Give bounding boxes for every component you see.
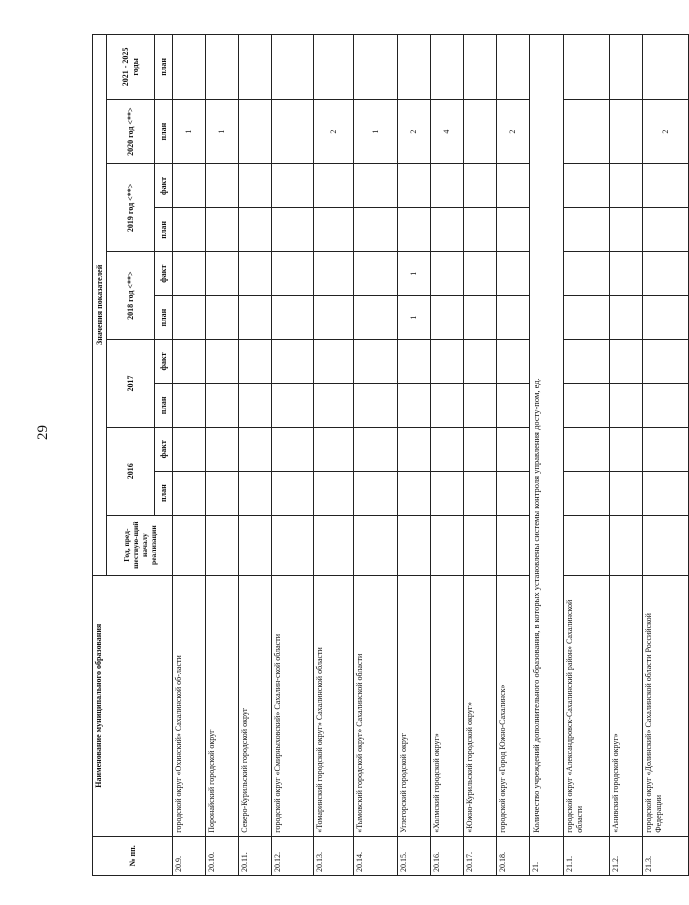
row-value-cell xyxy=(564,427,610,471)
row-value-cell xyxy=(610,99,643,164)
row-value-cell xyxy=(564,99,610,164)
row-municipality: городской округ «Охинский» Сахалинской об-ласти xyxy=(173,575,206,836)
row-value-cell xyxy=(173,208,206,252)
row-number: 20.14. xyxy=(354,836,398,875)
row-value-cell xyxy=(206,35,239,100)
row-year-prev-value xyxy=(239,515,272,575)
table-row xyxy=(431,35,464,876)
row-year-prev-value xyxy=(431,515,464,575)
indicator-table xyxy=(92,34,689,876)
row-value-cell xyxy=(464,208,497,252)
row-value-cell xyxy=(239,340,272,384)
header-fact: факт xyxy=(155,427,173,471)
header-plan: план xyxy=(155,471,173,515)
row-value-cell xyxy=(497,208,530,252)
indicator-table-sheet xyxy=(92,34,670,876)
table-row xyxy=(643,35,689,876)
header-plan: план xyxy=(155,383,173,427)
row-value-cell xyxy=(431,340,464,384)
row-municipality: «Южно-Курильский городской округ» xyxy=(464,575,497,836)
row-value-cell xyxy=(643,208,689,252)
row-value-cell xyxy=(497,340,530,384)
table-row xyxy=(464,35,497,876)
row-value-cell xyxy=(314,208,354,252)
row-value-cell xyxy=(173,296,206,340)
row-value-cell xyxy=(272,164,314,208)
row-value-cell xyxy=(610,164,643,208)
row-municipality: «Холмский городской округ» xyxy=(431,575,464,836)
row-value-cell xyxy=(610,208,643,252)
row-number: 20.13. xyxy=(314,836,354,875)
row-value-cell xyxy=(272,340,314,384)
table-row xyxy=(398,35,431,876)
header-values: Значения показателей xyxy=(93,35,107,576)
row-value-cell xyxy=(431,471,464,515)
row-value-cell xyxy=(239,471,272,515)
table-row xyxy=(314,35,354,876)
row-value-cell xyxy=(431,427,464,471)
row-year-prev-value xyxy=(643,515,689,575)
row-value-cell xyxy=(239,427,272,471)
table-row xyxy=(564,35,610,876)
row-value-cell xyxy=(272,208,314,252)
row-value-cell xyxy=(239,383,272,427)
row-number: 20.18. xyxy=(497,836,530,875)
row-value-cell xyxy=(464,164,497,208)
row-value-cell xyxy=(564,383,610,427)
row-municipality: Углегорский городской округ xyxy=(398,575,431,836)
row-year-prev-value xyxy=(354,515,398,575)
row-municipality: городской округ «Долинский» Сахалинской области Российской Федерации xyxy=(643,575,689,836)
row-value-cell xyxy=(464,35,497,100)
row-year-prev-value xyxy=(314,515,354,575)
row-value-cell: 1 xyxy=(173,99,206,164)
row-value-cell xyxy=(206,164,239,208)
row-municipality: «Анивский городской округ» xyxy=(610,575,643,836)
row-value-cell xyxy=(564,340,610,384)
row-number: 20.16. xyxy=(431,836,464,875)
row-value-cell xyxy=(464,99,497,164)
row-year-prev-value xyxy=(610,515,643,575)
header-year-prev: Год, пред-шествую-щий началу реализации xyxy=(107,515,173,575)
row-number: 21.2. xyxy=(610,836,643,875)
row-number: 20.17. xyxy=(464,836,497,875)
row-value-cell xyxy=(173,383,206,427)
row-number: 20.10. xyxy=(206,836,239,875)
row-value-cell xyxy=(239,164,272,208)
row-value-cell xyxy=(354,252,398,296)
table-header xyxy=(93,35,173,876)
row-value-cell xyxy=(643,340,689,384)
row-municipality: городской округ «Александровск-Сахалинский район» Сахалинской области xyxy=(564,575,610,836)
row-municipality: Северо-Курильский городской округ xyxy=(239,575,272,836)
row-value-cell xyxy=(643,427,689,471)
row-year-prev-value xyxy=(206,515,239,575)
table-row xyxy=(173,35,206,876)
row-value-cell xyxy=(398,164,431,208)
row-value-cell xyxy=(354,383,398,427)
header-year-2020: 2020 год <**> xyxy=(107,99,155,164)
table-row xyxy=(206,35,239,876)
row-value-cell xyxy=(173,35,206,100)
row-value-cell xyxy=(239,35,272,100)
row-value-cell xyxy=(239,296,272,340)
row-value-cell xyxy=(206,208,239,252)
row-year-prev-value xyxy=(564,515,610,575)
row-value-cell xyxy=(497,296,530,340)
row-value-cell xyxy=(314,296,354,340)
row-municipality: Поронайский городской округ xyxy=(206,575,239,836)
row-value-cell xyxy=(564,35,610,100)
row-value-cell xyxy=(464,471,497,515)
section-title: Количество учреждений дополнительного образования, в которых установлены системы контроля управления досту-пом, ед. xyxy=(530,35,564,837)
header-year-2019: 2019 год <**> xyxy=(107,164,155,252)
row-value-cell: 1 xyxy=(398,252,431,296)
row-value-cell xyxy=(398,208,431,252)
row-value-cell xyxy=(431,208,464,252)
row-value-cell xyxy=(314,164,354,208)
row-value-cell xyxy=(314,471,354,515)
header-fact: факт xyxy=(155,340,173,384)
row-value-cell xyxy=(314,383,354,427)
row-value-cell xyxy=(610,35,643,100)
row-number: 21.3. xyxy=(643,836,689,875)
table-row xyxy=(239,35,272,876)
row-value-cell xyxy=(206,340,239,384)
row-value-cell xyxy=(398,383,431,427)
header-year-2016: 2016 xyxy=(107,427,155,515)
row-year-prev-value xyxy=(272,515,314,575)
row-value-cell xyxy=(314,35,354,100)
row-year-prev-value xyxy=(497,515,530,575)
row-value-cell xyxy=(272,296,314,340)
row-value-cell xyxy=(398,340,431,384)
row-value-cell xyxy=(610,252,643,296)
row-value-cell: 2 xyxy=(398,99,431,164)
row-value-cell xyxy=(431,383,464,427)
row-value-cell: 1 xyxy=(354,99,398,164)
row-value-cell xyxy=(464,427,497,471)
row-value-cell xyxy=(314,252,354,296)
row-value-cell xyxy=(272,35,314,100)
header-number: № пп. xyxy=(93,836,173,875)
header-plan: план xyxy=(155,99,173,164)
row-value-cell xyxy=(564,208,610,252)
row-value-cell xyxy=(354,35,398,100)
row-value-cell xyxy=(497,252,530,296)
page-number: 29 xyxy=(35,425,51,440)
table-body-section-21-header xyxy=(530,35,564,876)
row-value-cell xyxy=(610,383,643,427)
row-value-cell xyxy=(610,471,643,515)
row-value-cell xyxy=(354,427,398,471)
row-value-cell xyxy=(354,208,398,252)
row-value-cell xyxy=(497,35,530,100)
row-value-cell xyxy=(272,99,314,164)
row-value-cell xyxy=(643,296,689,340)
row-value-cell xyxy=(354,471,398,515)
row-value-cell xyxy=(431,252,464,296)
row-year-prev-value xyxy=(398,515,431,575)
row-value-cell xyxy=(239,208,272,252)
row-municipality: городской округ «Город Южно-Сахалинск» xyxy=(497,575,530,836)
row-value-cell xyxy=(206,471,239,515)
row-value-cell: 1 xyxy=(206,99,239,164)
header-plan: план xyxy=(155,35,173,100)
header-year-2021-2025: 2021 - 2025 годы xyxy=(107,35,155,100)
row-value-cell xyxy=(497,383,530,427)
row-value-cell xyxy=(643,383,689,427)
row-value-cell xyxy=(398,471,431,515)
row-number: 20.9. xyxy=(173,836,206,875)
header-year-2017: 2017 xyxy=(107,340,155,428)
row-value-cell xyxy=(464,383,497,427)
row-value-cell xyxy=(610,340,643,384)
row-value-cell xyxy=(173,164,206,208)
row-value-cell: 1 xyxy=(398,296,431,340)
row-value-cell: 2 xyxy=(643,99,689,164)
row-value-cell xyxy=(206,252,239,296)
header-year-2018: 2018 год <**> xyxy=(107,252,155,340)
row-value-cell xyxy=(564,296,610,340)
row-municipality: «Томаринский городской округ» Сахалинской области xyxy=(314,575,354,836)
row-value-cell xyxy=(398,35,431,100)
row-value-cell xyxy=(173,427,206,471)
row-value-cell xyxy=(272,383,314,427)
row-value-cell xyxy=(239,99,272,164)
row-municipality: «Тымовский городской округ» Сахалинской области xyxy=(354,575,398,836)
header-plan: план xyxy=(155,208,173,252)
row-value-cell xyxy=(239,252,272,296)
row-value-cell xyxy=(643,164,689,208)
row-value-cell xyxy=(206,427,239,471)
row-value-cell xyxy=(206,383,239,427)
row-value-cell xyxy=(354,340,398,384)
row-number: 20.11. xyxy=(239,836,272,875)
table-row xyxy=(354,35,398,876)
section-number: 21. xyxy=(530,836,564,875)
row-value-cell xyxy=(643,252,689,296)
row-value-cell xyxy=(173,340,206,384)
header-municipality: Наименование муниципального образования xyxy=(93,575,173,836)
row-value-cell xyxy=(173,471,206,515)
row-value-cell xyxy=(354,164,398,208)
row-year-prev-value xyxy=(173,515,206,575)
row-number: 21.1. xyxy=(564,836,610,875)
row-value-cell xyxy=(314,340,354,384)
row-value-cell xyxy=(314,427,354,471)
row-value-cell xyxy=(564,471,610,515)
table-row xyxy=(610,35,643,876)
row-value-cell xyxy=(431,296,464,340)
row-municipality: городской округ «Смирныховский» Сахалин-ской области xyxy=(272,575,314,836)
row-value-cell xyxy=(643,35,689,100)
row-number: 20.15. xyxy=(398,836,431,875)
row-value-cell xyxy=(464,296,497,340)
header-fact: факт xyxy=(155,252,173,296)
row-value-cell xyxy=(610,296,643,340)
header-fact: факт xyxy=(155,164,173,208)
row-value-cell: 2 xyxy=(314,99,354,164)
row-value-cell xyxy=(354,296,398,340)
table-row xyxy=(497,35,530,876)
row-value-cell xyxy=(206,296,239,340)
row-value-cell xyxy=(497,427,530,471)
row-value-cell xyxy=(464,252,497,296)
table-body-section-20 xyxy=(173,35,530,876)
row-number: 20.12. xyxy=(272,836,314,875)
row-value-cell xyxy=(431,164,464,208)
row-value-cell xyxy=(398,427,431,471)
header-plan: план xyxy=(155,296,173,340)
row-year-prev-value xyxy=(464,515,497,575)
row-value-cell xyxy=(272,252,314,296)
row-value-cell xyxy=(497,471,530,515)
row-value-cell xyxy=(464,340,497,384)
row-value-cell xyxy=(431,35,464,100)
table-body-section-21 xyxy=(564,35,689,876)
row-value-cell: 4 xyxy=(431,99,464,164)
row-value-cell xyxy=(272,427,314,471)
row-value-cell xyxy=(610,427,643,471)
row-value-cell xyxy=(173,252,206,296)
table-row xyxy=(272,35,314,876)
row-value-cell xyxy=(564,164,610,208)
row-value-cell xyxy=(497,164,530,208)
row-value-cell xyxy=(564,252,610,296)
row-value-cell xyxy=(272,471,314,515)
row-value-cell xyxy=(643,471,689,515)
row-value-cell: 2 xyxy=(497,99,530,164)
